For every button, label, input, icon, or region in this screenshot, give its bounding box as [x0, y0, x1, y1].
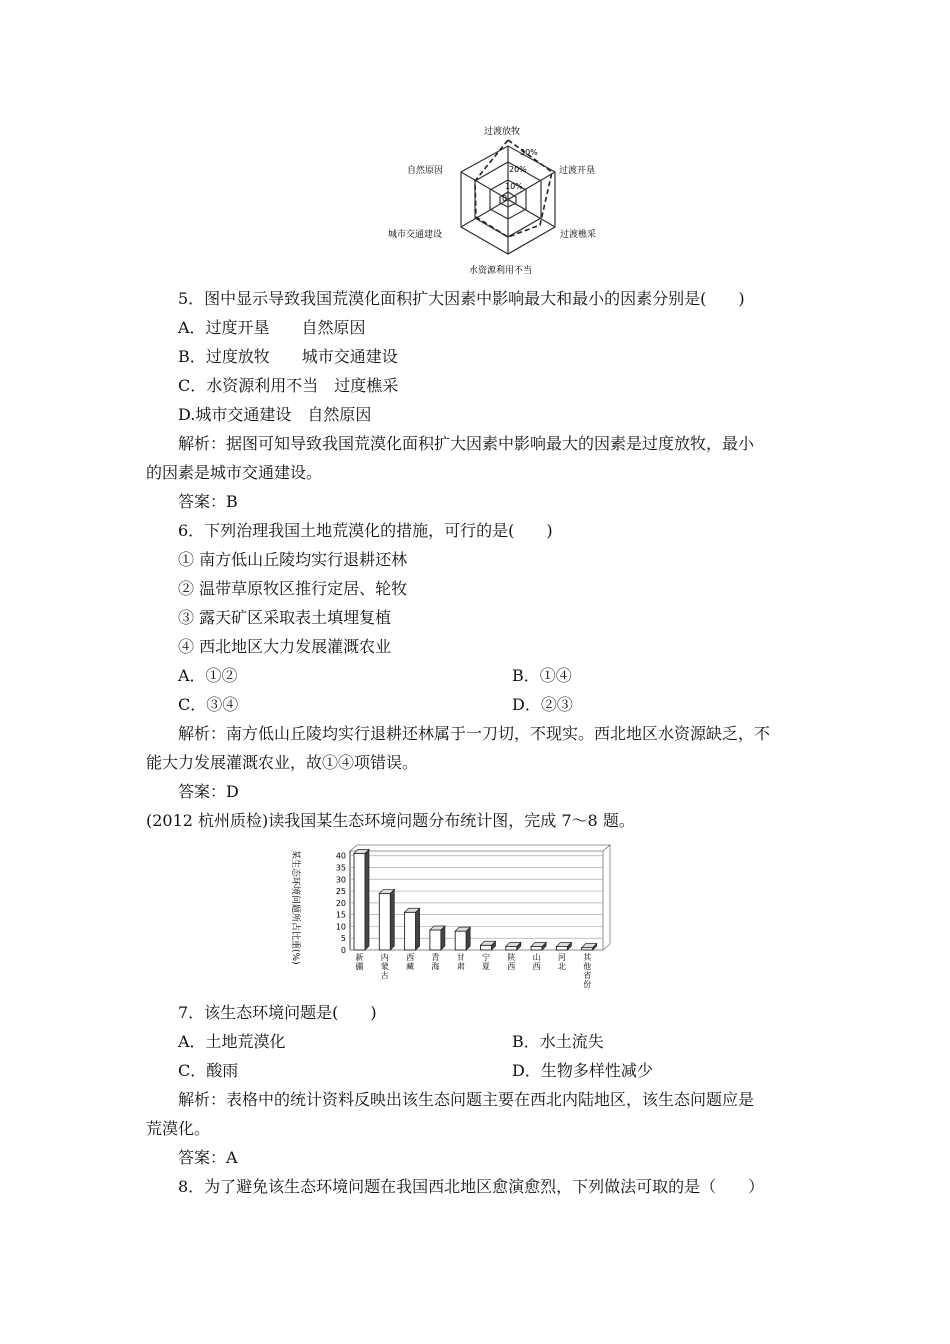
- q6-answer: 答案：D: [178, 782, 239, 801]
- bar-chart-category-label: 内蒙古: [380, 953, 389, 980]
- bar-chart-bar: [481, 941, 496, 950]
- bar-chart-bar: [506, 942, 521, 950]
- q6-stem: 6．下列治理我国土地荒漠化的措施，可行的是( ): [178, 521, 553, 540]
- bar-chart-bar: [430, 926, 445, 950]
- q5-option-c: C．水资源利用不当 过度樵采: [178, 376, 399, 395]
- q5-option-a: A．过度开垦 自然原因: [178, 318, 366, 337]
- q6-option-a: A．①②: [178, 666, 238, 685]
- q7-option-d: D．生物多样性减少: [512, 1061, 653, 1080]
- bar-chart-bar: [379, 889, 394, 950]
- bar-chart-category-label: 宁夏: [482, 953, 490, 971]
- bar-chart-ytick-label: 30: [335, 875, 346, 885]
- bar-chart-ytick-label: 0: [340, 946, 346, 955]
- bar-chart-category-label: 其他省份: [583, 953, 592, 989]
- q7-option-a: A．土地荒漠化: [178, 1032, 286, 1051]
- bar-chart: [0, 840, 950, 1000]
- radar-axis-label-reclaim: 过渡开垦: [559, 166, 596, 176]
- bar-chart-ytick-label: 15: [335, 910, 346, 920]
- radar-axis-label-grazing: 过渡放牧: [484, 127, 521, 137]
- bar-chart-category-label: 陕西: [507, 953, 516, 971]
- q7-stem: 7．该生态环境问题是( ): [178, 1003, 377, 1022]
- q7-answer: 答案：A: [178, 1148, 238, 1167]
- bar-chart-bar: [556, 942, 571, 950]
- q7-option-c: C．酸雨: [178, 1061, 239, 1080]
- q5-analysis-line1: 解析：据图可知导致我国荒漠化面积扩大因素中影响最大的因素是过度放牧，最小: [178, 434, 755, 453]
- bar-chart-ytick-label: 25: [335, 887, 346, 897]
- radar-ring-label-20: 20%: [509, 165, 527, 174]
- radar-axis-label-firewood: 过渡樵采: [560, 230, 597, 240]
- bar-chart-bar: [582, 944, 597, 950]
- bar-chart-category-label: 新疆: [355, 953, 364, 971]
- q7-analysis-line2: 荒漠化。: [146, 1119, 211, 1138]
- q6-analysis-line1: 解析：南方低山丘陵均实行退耕还林属于一刀切，不现实。西北地区水资源缺乏，不: [178, 724, 771, 743]
- q7-option-b: B．水土流失: [512, 1032, 604, 1051]
- radar-ring-label-0: 0: [502, 194, 508, 203]
- q6-option-c: C．③④: [178, 695, 239, 714]
- q8-stem: 8．为了避免该生态环境问题在我国西北地区愈演愈烈，下列做法可取的是（ ）: [178, 1177, 765, 1196]
- q6-option-d: D．②③: [512, 695, 573, 714]
- bar-chart-ytick-label: 10: [335, 922, 346, 932]
- q5-option-d: D.城市交通建设 自然原因: [178, 405, 372, 424]
- bar-chart-bar: [405, 908, 420, 950]
- bar-chart-bar: [455, 927, 470, 950]
- bar-chart-category-label: 山西: [532, 953, 541, 971]
- radar-ring-label-10: 10%: [505, 182, 523, 191]
- bar-chart-ytick-label: 20: [335, 898, 346, 908]
- q5-option-b: B．过度放牧 城市交通建设: [178, 347, 398, 366]
- radar-axis-label-water: 水资源利用不当: [469, 266, 533, 276]
- q6-option-b: B．①④: [512, 666, 572, 685]
- bar-chart-category-label: 河北: [557, 953, 566, 971]
- bar-chart-bar: [531, 942, 546, 950]
- bar-chart-ytick-label: 35: [335, 863, 346, 873]
- q6-analysis-line2: 能大力发展灌溉农业，故①④项错误。: [146, 753, 419, 772]
- bar-chart-ytick-label: 5: [340, 934, 346, 944]
- bar-chart-ylabel: 某生态环境问题所占比重(%): [290, 850, 300, 965]
- q5-answer: 答案：B: [178, 492, 238, 511]
- q6-item-3: ③ 露天矿区采取表土填埋复植: [178, 608, 392, 627]
- bar-chart-ytick-label: 40: [335, 851, 346, 861]
- bar-chart-category-label: 西藏: [406, 953, 415, 971]
- q6-item-4: ④ 西北地区大力发展灌溉农业: [178, 637, 392, 656]
- section-intro: (2012 杭州质检)读我国某生态环境问题分布统计图，完成 7～8 题。: [146, 811, 635, 830]
- q7-analysis-line1: 解析：表格中的统计资料反映出该生态问题主要在西北内陆地区，该生态问题应是: [178, 1090, 755, 1109]
- radar-chart: [0, 0, 950, 290]
- radar-ring-label-30: 30%: [520, 148, 538, 157]
- q6-item-1: ① 南方低山丘陵均实行退耕还林: [178, 550, 408, 569]
- q6-item-2: ② 温带草原牧区推行定居、轮牧: [178, 579, 408, 598]
- q5-analysis-line2: 的因素是城市交通建设。: [146, 463, 323, 482]
- q5-stem: 5．图中显示导致我国荒漠化面积扩大因素中影响最大和最小的因素分别是( ): [178, 289, 745, 308]
- bar-chart-bar: [354, 849, 369, 950]
- radar-axis-label-transport: 城市交通建设: [388, 230, 443, 240]
- bar-chart-category-label: 甘肃: [456, 953, 465, 971]
- bar-chart-category-label: 青海: [431, 953, 440, 971]
- radar-axis-label-natural: 自然原因: [407, 166, 444, 176]
